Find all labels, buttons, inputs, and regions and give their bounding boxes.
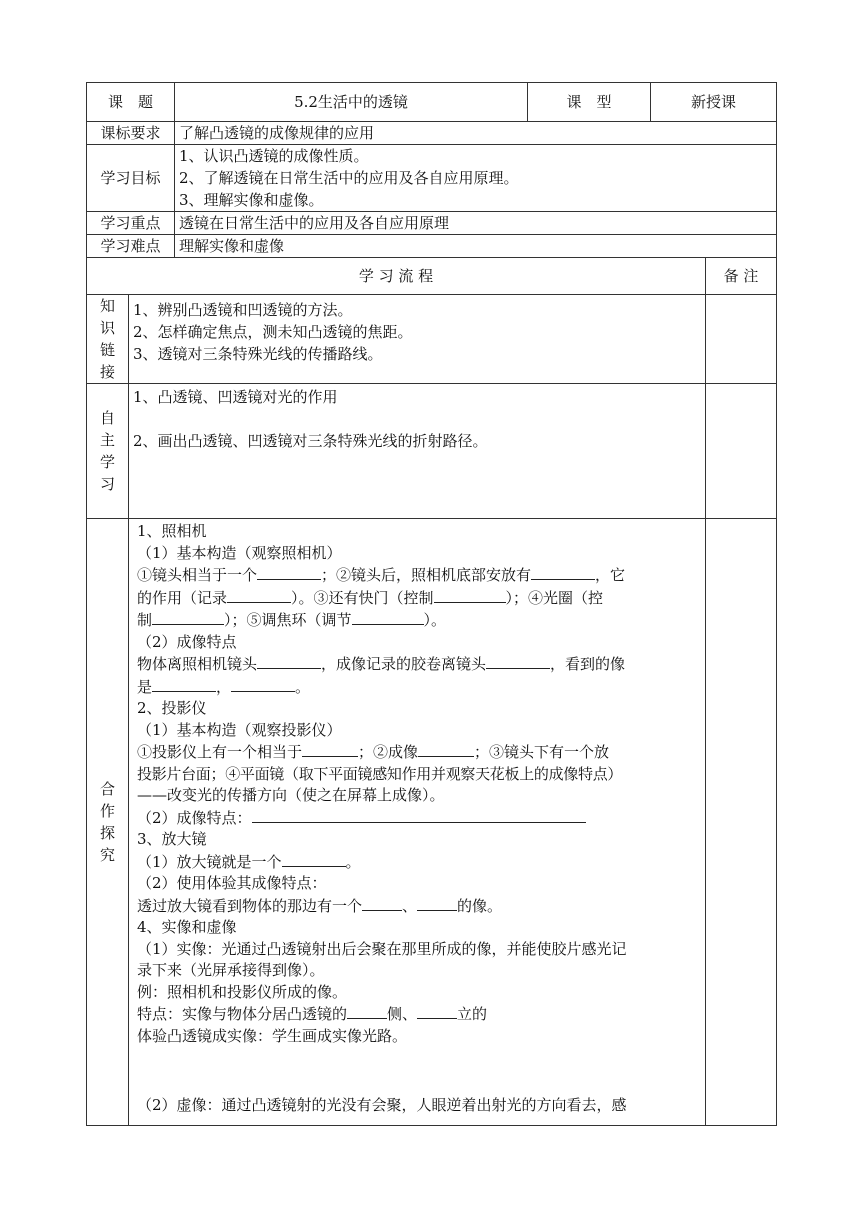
knowledge-item: 3、透镜对三条特殊光线的传播路线。 <box>133 345 383 363</box>
fill-blank[interactable] <box>252 807 586 823</box>
magnifier-line: （1）放大镜就是一个 。 <box>137 852 361 871</box>
goal-item: 1、认识凸透镜的成像性质。 <box>179 147 369 165</box>
coop-notes <box>706 519 777 1126</box>
flow-header-row <box>87 258 777 295</box>
projector-structure-heading: （1）基本构造（观察投影仪） <box>137 720 342 739</box>
notes-header: 备 注 <box>706 258 777 295</box>
fill-blank[interactable] <box>152 609 224 625</box>
camera-line: 是 ， 。 <box>137 677 311 696</box>
coop-label: 合 作 探 究 <box>87 519 129 1126</box>
knowledge-item: 2、怎样确定焦点，测未知凸透镜的焦距。 <box>133 323 413 341</box>
standard-label: 课标要求 <box>87 122 175 145</box>
focus-label: 学习重点 <box>87 212 175 235</box>
fill-blank[interactable] <box>347 1003 387 1019</box>
focus-value: 透镜在日常生活中的应用及各自应用原理 <box>175 212 777 235</box>
projector-line: ①投影仪上有一个相当于 ；②成像 ；③镜头下有一个放 <box>137 743 610 761</box>
camera-structure-heading: （1）基本构造（观察照相机） <box>137 543 342 562</box>
self-study-content <box>129 384 706 519</box>
coop-row <box>87 519 777 1126</box>
camera-line: 物体离照相机镜头 ，成像记录的胶卷离镜头 ，看到的像 <box>137 655 626 673</box>
difficulty-value: 理解实像和虚像 <box>175 235 777 258</box>
fill-blank[interactable] <box>362 895 402 911</box>
fill-blank[interactable] <box>231 676 295 692</box>
lesson-plan-document <box>86 82 776 1126</box>
magnifier-line: 透过放大镜看到物体的那边有一个 、 的像。 <box>137 896 503 915</box>
difficulty-row <box>87 235 777 258</box>
self-study-item: 2、画出凸透镜、凹透镜对三条特殊光线的折射路径。 <box>133 432 488 450</box>
image-types-line: （1）实像：光通过凸透镜射出后会聚在那里所成的像，并能使胶片感光记 <box>137 939 627 958</box>
goals-list <box>175 145 777 212</box>
fill-blank[interactable] <box>417 1003 457 1019</box>
fill-blank[interactable] <box>257 564 321 580</box>
magnifier-title: 3、放大镜 <box>137 830 207 848</box>
camera-line: 的作用（记录 ）。③还有快门（控制 ）；④光圈（控 <box>137 588 604 607</box>
goal-item: 3、理解实像和虚像。 <box>179 191 324 209</box>
image-types-line: 体验凸透镜成实像：学生画成实像光路。 <box>137 1026 408 1045</box>
self-study-notes <box>706 384 777 519</box>
standard-value: 了解凸透镜的成像规律的应用 <box>175 122 777 145</box>
topic-label: 课 题 <box>87 83 175 122</box>
goals-label: 学习目标 <box>87 145 175 212</box>
image-types-line: 特点：实像与物体分居凸透镜的 侧、 立的 <box>137 1005 488 1023</box>
fill-blank[interactable] <box>257 653 321 669</box>
projector-line: （2）成像特点： <box>137 807 699 830</box>
fill-blank[interactable] <box>417 895 457 911</box>
standard-row <box>87 122 777 145</box>
knowledge-label: 知 识 链 接 <box>87 295 129 384</box>
lesson-plan-table <box>86 82 777 1126</box>
projector-line: 投影片台面；④平面镜（取下平面镜感知作用并观察天花板上的成像特点） <box>137 764 623 783</box>
fill-blank[interactable] <box>434 587 506 603</box>
knowledge-item: 1、辨别凸透镜和凹透镜的方法。 <box>133 301 353 319</box>
self-study-label: 自 主 学 习 <box>87 384 129 519</box>
camera-feature-heading: （2）成像特点 <box>137 632 237 651</box>
magnifier-line: （2）使用体验其成像特点： <box>137 874 327 892</box>
image-types-line: （2）虚像：通过凸透镜射的光没有会聚，人眼逆着出射光的方向看去，感 <box>137 1096 627 1114</box>
fill-blank[interactable] <box>227 587 291 603</box>
knowledge-row <box>87 295 777 384</box>
self-study-row <box>87 384 777 519</box>
projector-title: 2、投影仪 <box>137 699 207 717</box>
header-row <box>87 83 777 122</box>
flow-title: 学 习 流 程 <box>87 258 706 295</box>
fill-blank[interactable] <box>486 653 550 669</box>
coop-content <box>129 519 706 1126</box>
projector-line: ——改变光的传播方向（使之在屏幕上成像）。 <box>137 786 445 804</box>
image-types-line: 录下来（光屏承接得到像）。 <box>137 961 325 979</box>
knowledge-content <box>129 295 706 384</box>
fill-blank[interactable] <box>352 609 424 625</box>
knowledge-notes <box>706 295 777 384</box>
image-types-title: 4、实像和虚像 <box>137 918 237 936</box>
fill-blank[interactable] <box>282 851 346 867</box>
camera-line: ①镜头相当于一个 ；②镜头后，照相机底部安放有 ，它 <box>137 566 626 584</box>
focus-row <box>87 212 777 235</box>
type-label: 课 型 <box>528 83 651 122</box>
image-types-line: 例：照相机和投影仪所成的像。 <box>137 982 348 1001</box>
self-study-item: 1、凸透镜、凹透镜对光的作用 <box>133 388 338 406</box>
camera-title: 1、照相机 <box>137 522 207 540</box>
type-value: 新授课 <box>651 83 777 122</box>
goal-item: 2、了解透镜在日常生活中的应用及各自应用原理。 <box>179 169 519 187</box>
difficulty-label: 学习难点 <box>87 235 175 258</box>
camera-line: 制 ）；⑤调焦环（调节 ）。 <box>137 611 447 629</box>
fill-blank[interactable] <box>302 741 358 757</box>
topic-value: 5.2生活中的透镜 <box>175 83 528 122</box>
fill-blank[interactable] <box>531 564 595 580</box>
fill-blank[interactable] <box>152 676 216 692</box>
fill-blank[interactable] <box>418 741 474 757</box>
goals-row <box>87 145 777 212</box>
